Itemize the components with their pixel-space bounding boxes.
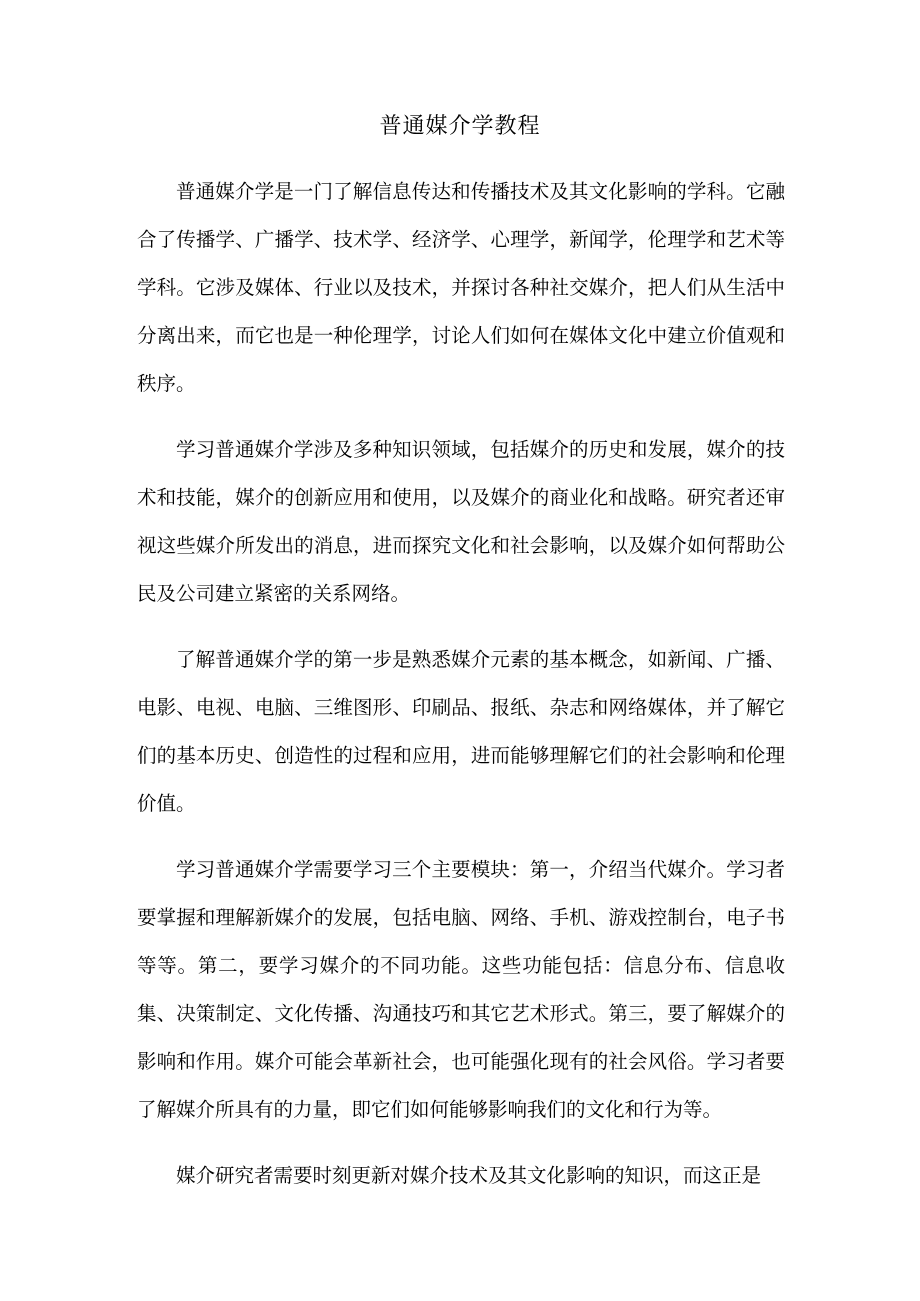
paragraph-2: 学习普通媒介学涉及多种知识领域，包括媒介的历史和发展，媒介的技术和技能，媒介的创新应用和使用，以及媒介的商业化和战略。研究者还审视这些媒介所发出的消息，进而探究文化和社会影响，以及媒介如何帮助公民及公司建立紧密的关系网络。	[137, 438, 785, 605]
document-body	[137, 168, 785, 1218]
paragraph-4: 学习普通媒介学需要学习三个主要模块：第一，介绍当代媒介。学习者要掌握和理解新媒介的发展，包括电脑、网络、手机、游戏控制台，电子书等等。第二，要学习媒介的不同功能。这些功能包括：信息分布、信息收集、决策制定、文化传播、沟通技巧和其它艺术形式。第三，要了解媒介的影响和作用。媒介可能会革新社会，也可能强化现有的社会风俗。学习者要了解媒介所具有的力量，即它们如何能够影响我们的文化和行为等。	[137, 858, 785, 1121]
paragraph-1: 普通媒介学是一门了解信息传达和传播技术及其文化影响的学科。它融合了传播学、广播学、技术学、经济学、心理学，新闻学，伦理学和艺术等学科。它涉及媒体、行业以及技术，并探讨各种社交媒介，把人们从生活中分离出来，而它也是一种伦理学，讨论人们如何在媒体文化中建立价值观和秩序。	[137, 180, 785, 395]
document-title: 普通媒介学教程	[379, 114, 541, 139]
paragraph-5: 媒介研究者需要时刻更新对媒介技术及其文化影响的知识，而这正是	[176, 1164, 762, 1187]
paragraph-3: 了解普通媒介学的第一步是熟悉媒介元素的基本概念，如新闻、广播、电影、电视、电脑、三维图形、印刷品、报纸、杂志和网络媒体，并了解它们的基本历史、创造性的过程和应用，进而能够理解它们的社会影响和伦理价值。	[137, 648, 785, 815]
